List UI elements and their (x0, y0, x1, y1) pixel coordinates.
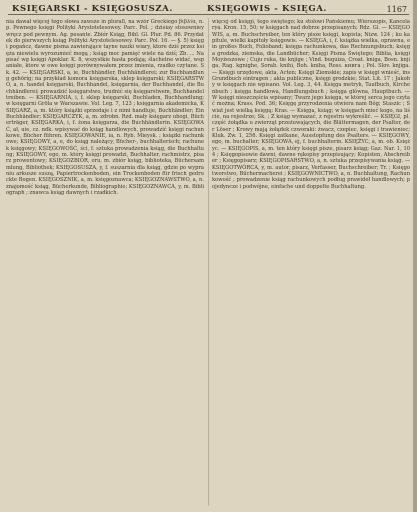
page-edge-shadow (413, 0, 417, 512)
running-header (8, 4, 409, 18)
column-gutter (208, 18, 209, 506)
left-column (6, 19, 204, 499)
header-rule (8, 14, 409, 15)
header-left-title: KSIĘGARSKI - KSIĘGOSUSZA. (12, 4, 173, 14)
right-column-text: więcej od księgi, tego świętego; ku stołowi Pańskiemu; Wierszopis, Kancelarya. Kron. 15, 50; w księgach nad dobrze przepisanych; Rdz. Gl. — KSIĘGOWIS, a, m. Buchschreiber, ten który pisze księgi, kopista; Nizw. 124 ; ku kapitule, wielki kapituły księgowis. — KSIĘGA, i, f. książka wielka, oprawna, ein großes Buch, Folioband; księga rachunkowa, das Rechnungsbuch; księga grodzka, ziemska, die Landbücher; Księgi Pisma Świętego; Biblia, księgi Moyżeszowe ; Cuju ruka, tie knjige ; Vind. buquiza, Croat. kniga, Bosn. knjiga, Rag. kgnighe, Sorab. knihi, Boh. kniha, Ross. книга ; Pol. Slov. knjiga. — Księgi urzędowe, akta, Acten; Księgi Ziemskie; zapis w księgi wnieść, ins Grundbuch eintragen ; akta publiczne, księgi grodzkie; Stat. Lit. 17 ; Jakoby w księgach nie wpisano. Vol. Leg. 3, 44. Księga metryk, Taufbuch, Kirchenbuch ; księga handlowa, Handlungsbuch ; księga główna, Hauptbuch. — W księgi nieszczęścia wpisany; Twarz jego księga, w której serca jego czytać można; Krass. Pod. 36; Księgę przyrodzenia otwiera nam Bóg; Staszic ; Świat jest wielką księgą; Kras. — Księga, ksiąg; w księgach mieć kogo, na liście, na rejestrze; Sk. ; Z ksiąg wymazać, z rejestru wykreślić. — KSIĘGI, pl. część żołądka u zwierząt przeżuwających, die Blättermagen, der Psalter, der Löser ; Krowy mają żołądek czworaki: żwacz, czepiec, księgi i trawieniec; Kluk. Zw. 1, 256. Księgi zatkane, Ausstopfung des Psalters. — KSIĘGOWY, ego, m. buchalter; KSIĘGOWA, ej, f. buchhalterin. KSIĘŻYC, a, m. ob. Księżyc. — KSIĘGOPIS, a, m. ten który księgi pisze, pisarz ksiąg; Gaz. Nar. 1, 104 ; Księgopisowie dawni, dawne rękopisy przepisujący; Kopisten, Abschreiber ; Księgopisarz; KSIĘGOPISARSTWO, a, n. sztuka przepisywania ksiąg. — KSIĘGOTWÓRCA, y, m. autor, pisarz, Verfasser, Buchschreiber; Tr. ; Księgotworstwo, Büchermacherei ; KSIĘGOWNICTWO, a, n. Buchhaltung, Rachunkowość ; prowadzenie ksiąg rachunkowych podług prawideł handlowych; pojedyncze i podwójne, einfache und doppelte Buchhaltung. (212, 19, 410, 190)
header-right-title: KSIĘGOWIS - KSIĘGA. (207, 4, 327, 14)
left-column-text: nia dawał więcej tego słowa zawsze in pluralī, na wzór Greckiego βιβλία, n. p. Pewnego księgi Polityki Arystotelesowey. Parc. Pol. ; dzisiay stosowniey wręcz pod pewnym. Ag. pesante. Zbiór Ksiąg, Bibl. Gl. Plur. Pd. 86. Przydatek do pierwszych ksiąg Polityki Arystotelesowey. Parc. Pol. 16. — §. 5) księgi pogańcz, dawne pisma zawierające tayne nauki wiary, ktore dziś przez księża niewielu wyrozumieć mogą ; ksiąg moc pamięć wiele na dziś; Zb. ... Napisać wg księgi Apoklar. K. 8, wszystkie hasła podają; ślachetne widać, wspaniałe, ktore w owe księgi porównywałem przez imienia, rzadko czytane. Sk. 42. — KSIĘGARSKI, a, ie, Buchhändler, Buchhändlerei; zur Buchhandlung gehörig; na przykład komora księgarska, sklep księgarski; KSIĘGARSTWO, a, n. handel księgarski, Buchhandel, księgarnia, der Buchhandel, die Buchhändlerei; prowadzić księgarstwo, trudnić się księgarstwem, Buchhandel treiben. — KSIĘGARNIA, i, f. sklep księgarski, Buchladen, Buchhandlung; w księgarni Gröla w Warszawie. Vol. Leg. 7, 123 ; księgarnia akademicka, KSIĘGARZ, a, m. który książki sprzedaje i z nimi handluje, Buchhändler; Ein Buchhändler; KSIĘGARCZYK, a, m. zdrobn. Rzd. mały księgarz ubogi, Bücherträger, KSIĘGARKA, i, f. żona księgarza, die Buchhändlerin. KSIĘGOWAĆ, ał, uie, cz. ndk. wpisywać do ksiąg handlowych, prowadzić księgi rachunkowe, Bücher führen. KSIĘGOWANIE, ia, n. Ryb. Mieysk. ; książki rachunkowe; KSIĘGOWY, a, e, do ksiąg należący, Bücher-, buchhalterisch; rachunek księgowy; KSIĘGOWOŚĆ, ści, f. sztuka prowadzenia ksiąg, die Buchhaltung; KSIĘGOWY, ego, m. który księgi prowadzi, Buchhalter, rachmistrz, pisarz prowentowy; KSIĘGOZBIÓR, oru, m. zbiór ksiąg, biblioteka, Büchersammlung, Bibliothek; KSIĘGOSUSZA, y, f. suszarnia dla ksiąg, gdzie po wypraniu arkusze suszą, Papiertrockenboden, ein Trockenboden für frisch gedruckte Bogen. KSIĘGOSZNIK, a, m. księgoznawca; KSIĘGOZNAWSTWO, a, n. znajomość ksiąg, Bücherkunde, Bibliographie; KSIĘGOZNAWCA, y, m. Bibliograph ; znawca ksiąg dawnych i rzadkich. (6, 19, 204, 196)
right-column (212, 19, 410, 499)
page-number: 1167 (386, 5, 407, 14)
